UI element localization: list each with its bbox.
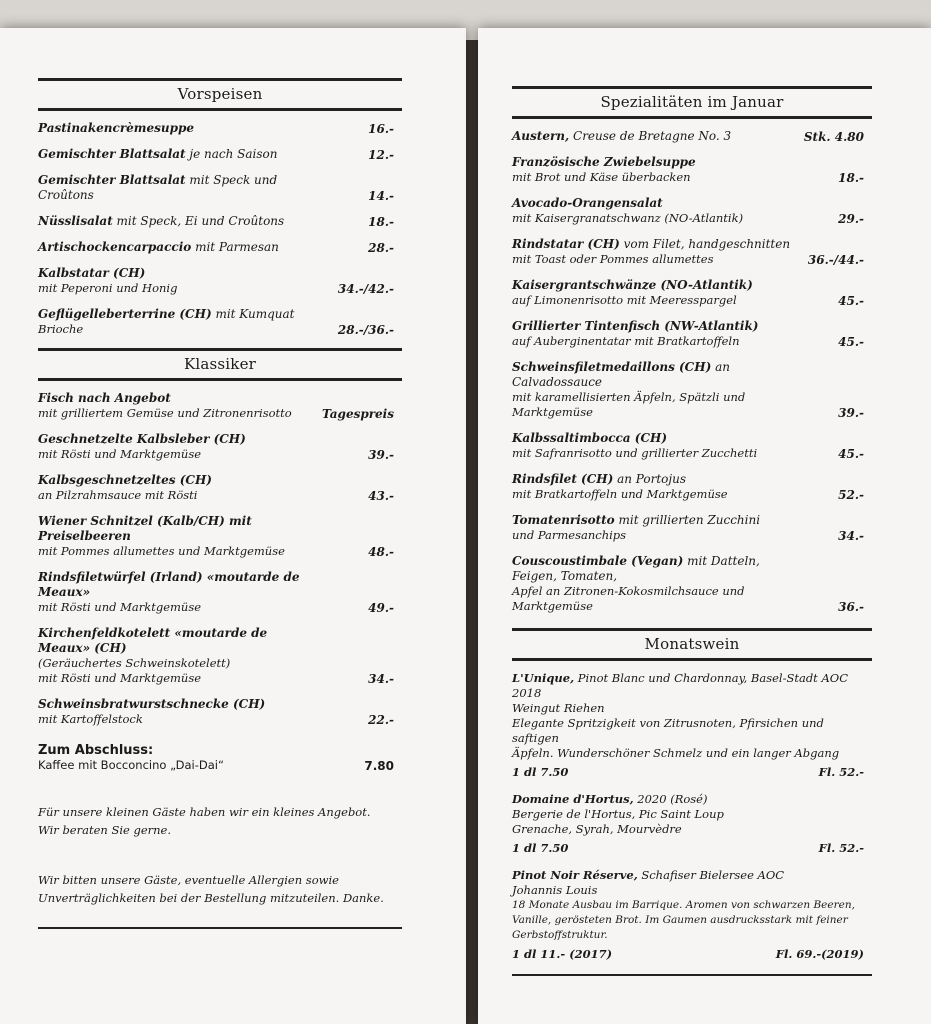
section-title-monatswein: Monatswein	[512, 628, 872, 661]
item-price: Tagespreis	[322, 407, 394, 421]
bottom-rule	[38, 927, 402, 929]
menu-item: Französische Zwiebelsuppe mit Brot und Käse überbacken 18.-	[512, 155, 864, 185]
wine-bottle-price: Fl. 52.-	[818, 841, 864, 855]
item-price: 28.-	[368, 241, 394, 255]
item-price: 18.-	[838, 171, 864, 185]
menu-item: Rindsfiletwürfel (Irland) «moutarde de Meaux» mit Rösti und Marktgemüse 49.-	[38, 570, 394, 615]
wine-glass-price: 1 dl 11.- (2017)	[512, 947, 613, 961]
item-price: 39.-	[368, 448, 394, 462]
right-column	[512, 86, 872, 976]
kids-note: Für unsere kleinen Gäste haben wir ein kleines Angebot. Wir beraten Sie gerne.	[38, 805, 371, 837]
menu-item: Kalbssaltimbocca (CH) mit Safranrisotto und grillierter Zucchetti 45.-	[512, 431, 864, 461]
wine-bottle-price: Fl. 52.-	[818, 765, 864, 779]
menu-item: Schweinsfiletmedaillons (CH) an Calvadossauce mit karamellisierten Äpfeln, Spätzli und Marktgemüse 39.-	[512, 360, 864, 420]
menu-item: Avocado-Orangensalat mit Kaisergranatschwanz (NO-Atlantik) 29.-	[512, 196, 864, 226]
menu-item: Schweinsbratwurstschnecke (CH) mit Kartoffelstock 22.-	[38, 697, 394, 727]
section-title-spezialitaeten: Spezialitäten im Januar	[512, 86, 872, 119]
item-price: 45.-	[838, 294, 864, 308]
item-price: 14.-	[368, 189, 394, 203]
item-price: 43.-	[368, 489, 394, 503]
menu-item: Pastinakencrèmesuppe 16.-	[38, 121, 394, 136]
item-price: 49.-	[368, 601, 394, 615]
menu-item: Wiener Schnitzel (Kalb/CH) mit Preiselbeeren mit Pommes allumettes und Marktgemüse 48.-	[38, 514, 394, 559]
menu-item: Kalbsgeschnetzeltes (CH) an Pilzrahmsauce mit Rösti 43.-	[38, 473, 394, 503]
menu-item: Geflügelleberterrine (CH) mit Kumquat Brioche 28.-/36.-	[38, 307, 394, 337]
item-price: 28.-/36.-	[337, 323, 394, 337]
item-price: 34.-	[838, 529, 864, 543]
bottom-rule	[512, 974, 872, 976]
item-price: 45.-	[838, 335, 864, 349]
item-price: 48.-	[368, 545, 394, 559]
wine-item: L'Unique, Pinot Blanc und Chardonnay, Basel-Stadt AOC 2018 Weingut Riehen Elegante Spritzigkeit von Zitrusnoten, Pfirsichen und saftigen Äpfeln. Wunderschöner Schmelz und ein langer Abgang 1 dl 7.50 Fl. 52.-	[512, 671, 872, 780]
menu-item: Gemischter Blattsalat mit Speck und Croûtons 14.-	[38, 173, 394, 203]
item-price: 52.-	[838, 488, 864, 502]
wine-bottle-price: Fl. 69.-(2019)	[775, 947, 864, 961]
item-price: 45.-	[838, 447, 864, 461]
menu-item: Kaisergrantschwänze (NO-Atlantik) auf Limonenrisotto mit Meeresspargel 45.-	[512, 278, 864, 308]
item-price: 12.-	[368, 148, 394, 162]
menu-item: Gemischter Blattsalat je nach Saison 12.-	[38, 147, 394, 162]
menu-item: Rindsfilet (CH) an Portojus mit Bratkartoffeln und Marktgemüse 52.-	[512, 472, 864, 502]
item-price: Stk. 4.80	[803, 130, 864, 144]
menu-item: Geschnetzelte Kalbsleber (CH) mit Rösti und Marktgemüse 39.-	[38, 432, 394, 462]
allergy-note: Wir bitten unsere Gäste, eventuelle Allergien sowie Unverträglichkeiten bei der Bestellung mitzuteilen. Danke.	[38, 873, 384, 905]
wine-glass-price: 1 dl 7.50	[512, 841, 569, 855]
item-price: 39.-	[838, 406, 864, 420]
wine-item: Pinot Noir Réserve, Schafiser Bielersee AOC Johannis Louis 18 Monate Ausbau im Barrique. Aromen von schwarzen Beeren, Vanille, gerösteten Brot. Im Gaumen ausdrucksstark mit feiner Gerbstoffstruktur. 1 dl 11.- (2017) Fl. 69.-(2019)	[512, 868, 872, 962]
item-price: 36.-/44.-	[807, 253, 864, 267]
item-price: 34.-/42.-	[337, 282, 394, 296]
item-price: 22.-	[368, 713, 394, 727]
menu-item: Grillierter Tintenfisch (NW-Atlantik) auf Auberginentatar mit Bratkartoffeln 45.-	[512, 319, 864, 349]
item-price: 18.-	[368, 215, 394, 229]
item-price: 29.-	[838, 212, 864, 226]
menu-item: Nüsslisalat mit Speck, Ei und Croûtons 18.-	[38, 214, 394, 229]
menu-item: Artischockencarpaccio mit Parmesan 28.-	[38, 240, 394, 255]
item-price: 7.80	[364, 759, 394, 773]
wine-item: Domaine d'Hortus, 2020 (Rosé) Bergerie de l'Hortus, Pic Saint Loup Grenache, Syrah, Mourvèdre 1 dl 7.50 Fl. 52.-	[512, 792, 872, 856]
wine-glass-price: 1 dl 7.50	[512, 765, 569, 779]
dessert-item: Zum Abschluss: Kaffee mit Bocconcino „Dai-Dai“ 7.80	[38, 743, 394, 773]
menu-item: Tomatenrisotto mit grillierten Zucchini und Parmesanchips 34.-	[512, 513, 864, 543]
item-price: 16.-	[368, 122, 394, 136]
section-title-klassiker: Klassiker	[38, 348, 402, 381]
section-title-vorspeisen: Vorspeisen	[38, 78, 402, 111]
item-price: 34.-	[368, 672, 394, 686]
menu-item: Kalbstatar (CH) mit Peperoni und Honig 34.-/42.-	[38, 266, 394, 296]
menu-item: Kirchenfeldkotelett «moutarde de Meaux» (CH) (Geräuchertes Schweinskotelett) mit Rösti und Marktgemüse 34.-	[38, 626, 394, 686]
menu-item: Austern, Creuse de Bretagne No. 3 Stk. 4.80	[512, 129, 864, 144]
menu-item: Fisch nach Angebot mit grilliertem Gemüse und Zitronenrisotto Tagespreis	[38, 391, 394, 421]
menu-item: Couscoustimbale (Vegan) mit Datteln, Feigen, Tomaten, Apfel an Zitronen-Kokosmilchsauce und Marktgemüse 36.-	[512, 554, 864, 614]
left-column	[38, 78, 402, 929]
menu-item: Rindstatar (CH) vom Filet, handgeschnitten mit Toast oder Pommes allumettes 36.-/44.-	[512, 237, 864, 267]
item-price: 36.-	[838, 600, 864, 614]
